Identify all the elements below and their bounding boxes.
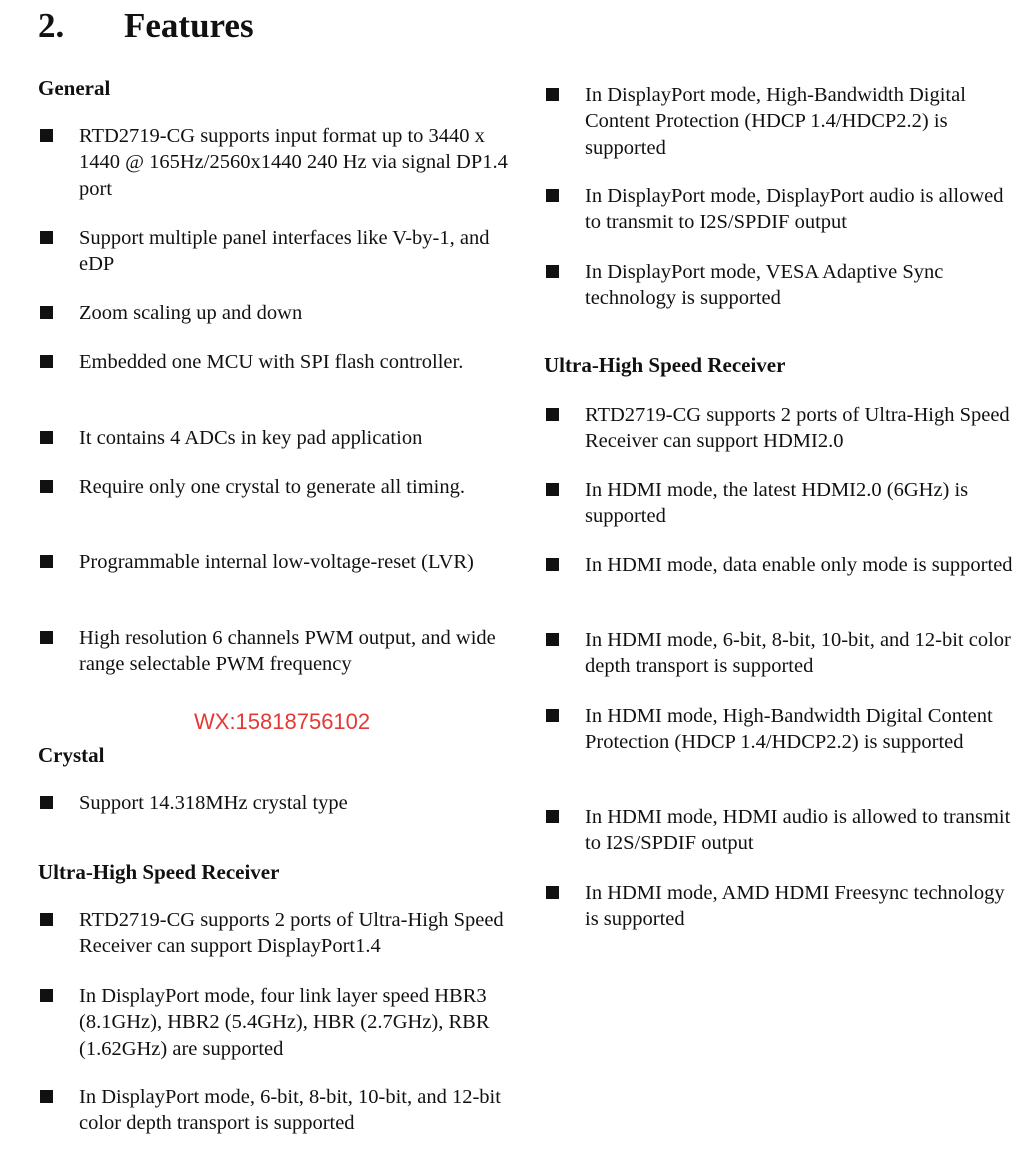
bullet-square-icon [40,306,53,319]
list-item-text: In DisplayPort mode, VESA Adaptive Sync technology is supported [585,261,944,310]
bullet-square-icon [546,265,559,278]
list-item-text: RTD2719-CG supports 2 ports of Ultra-High Speed Receiver can support HDMI2.0 [585,404,1010,453]
bullet-square-icon [40,631,53,644]
list-item-text: Zoom scaling up and down [79,302,303,324]
list-item-text: Support multiple panel interfaces like V-by-1, and eDP [79,227,490,276]
bullet-square-icon [546,633,559,646]
section-number: 2. [38,6,65,45]
bullet-square-icon [40,796,53,809]
list-item-text: In DisplayPort mode, DisplayPort audio is allowed to transmit to I2S/SPDIF output [585,185,1004,234]
section-title-general: General [38,76,111,100]
bullet-square-icon [546,483,559,496]
bullet-square-icon [40,480,53,493]
section-title-crystal: Crystal [38,743,105,767]
list-item-text: In DisplayPort mode, four link layer speed HBR3 (8.1GHz), HBR2 (5.4GHz), HBR (2.7GHz), RBR (1.62GHz) are supported [79,985,490,1060]
bullet-square-icon [40,989,53,1002]
list-item-text: Support 14.318MHz crystal type [79,792,348,814]
list-item-text: In HDMI mode, the latest HDMI2.0 (6GHz) is supported [585,479,969,528]
bullet-square-icon [546,88,559,101]
bullet-square-icon [40,355,53,368]
bullet-square-icon [40,431,53,444]
bullet-square-icon [40,231,53,244]
bullet-square-icon [546,558,559,571]
list-item-text: Embedded one MCU with SPI flash controller. [79,351,464,373]
bullet-square-icon [40,1090,53,1103]
list-item-text: RTD2719-CG supports 2 ports of Ultra-High Speed Receiver can support DisplayPort1.4 [79,909,504,958]
list-item-text: In DisplayPort mode, High-Bandwidth Digital Content Protection (HDCP 1.4/HDCP2.2) is supported [585,84,966,159]
bullet-square-icon [40,555,53,568]
list-item-text: In HDMI mode, 6-bit, 8-bit, 10-bit, and 12-bit color depth transport is supported [585,629,1011,678]
list-item-text: In HDMI mode, High-Bandwidth Digital Content Protection (HDCP 1.4/HDCP2.2) is supported [585,705,993,754]
page-heading [38,4,254,48]
list-item-text: In HDMI mode, AMD HDMI Freesync technology is supported [585,882,1005,931]
list-item-text: In HDMI mode, data enable only mode is supported [585,554,1013,576]
bullet-square-icon [546,810,559,823]
bullet-square-icon [546,886,559,899]
list-item-text: Programmable internal low-voltage-reset (LVR) [79,551,474,573]
section-title-receiver-hdmi: Ultra-High Speed Receiver [544,353,786,377]
list-item-text: High resolution 6 channels PWM output, and wide range selectable PWM frequency [79,627,496,676]
bullet-square-icon [40,913,53,926]
bullet-square-icon [40,129,53,142]
section-heading-title: Features [124,6,254,45]
list-item-text: RTD2719-CG supports input format up to 3440 x 1440 @ 165Hz/2560x1440 240 Hz via signal DP1.4 port [79,125,508,200]
bullet-square-icon [546,189,559,202]
list-item-text: Require only one crystal to generate all timing. [79,476,465,498]
bullet-square-icon [546,408,559,421]
watermark-text: WX:15818756102 [194,709,371,734]
list-item-text: It contains 4 ADCs in key pad application [79,427,423,449]
list-item-text: In HDMI mode, HDMI audio is allowed to transmit to I2S/SPDIF output [585,806,1011,855]
section-title-receiver-dp: Ultra-High Speed Receiver [38,860,280,884]
list-item-text: In DisplayPort mode, 6-bit, 8-bit, 10-bit, and 12-bit color depth transport is supported [79,1086,501,1135]
bullet-square-icon [546,709,559,722]
